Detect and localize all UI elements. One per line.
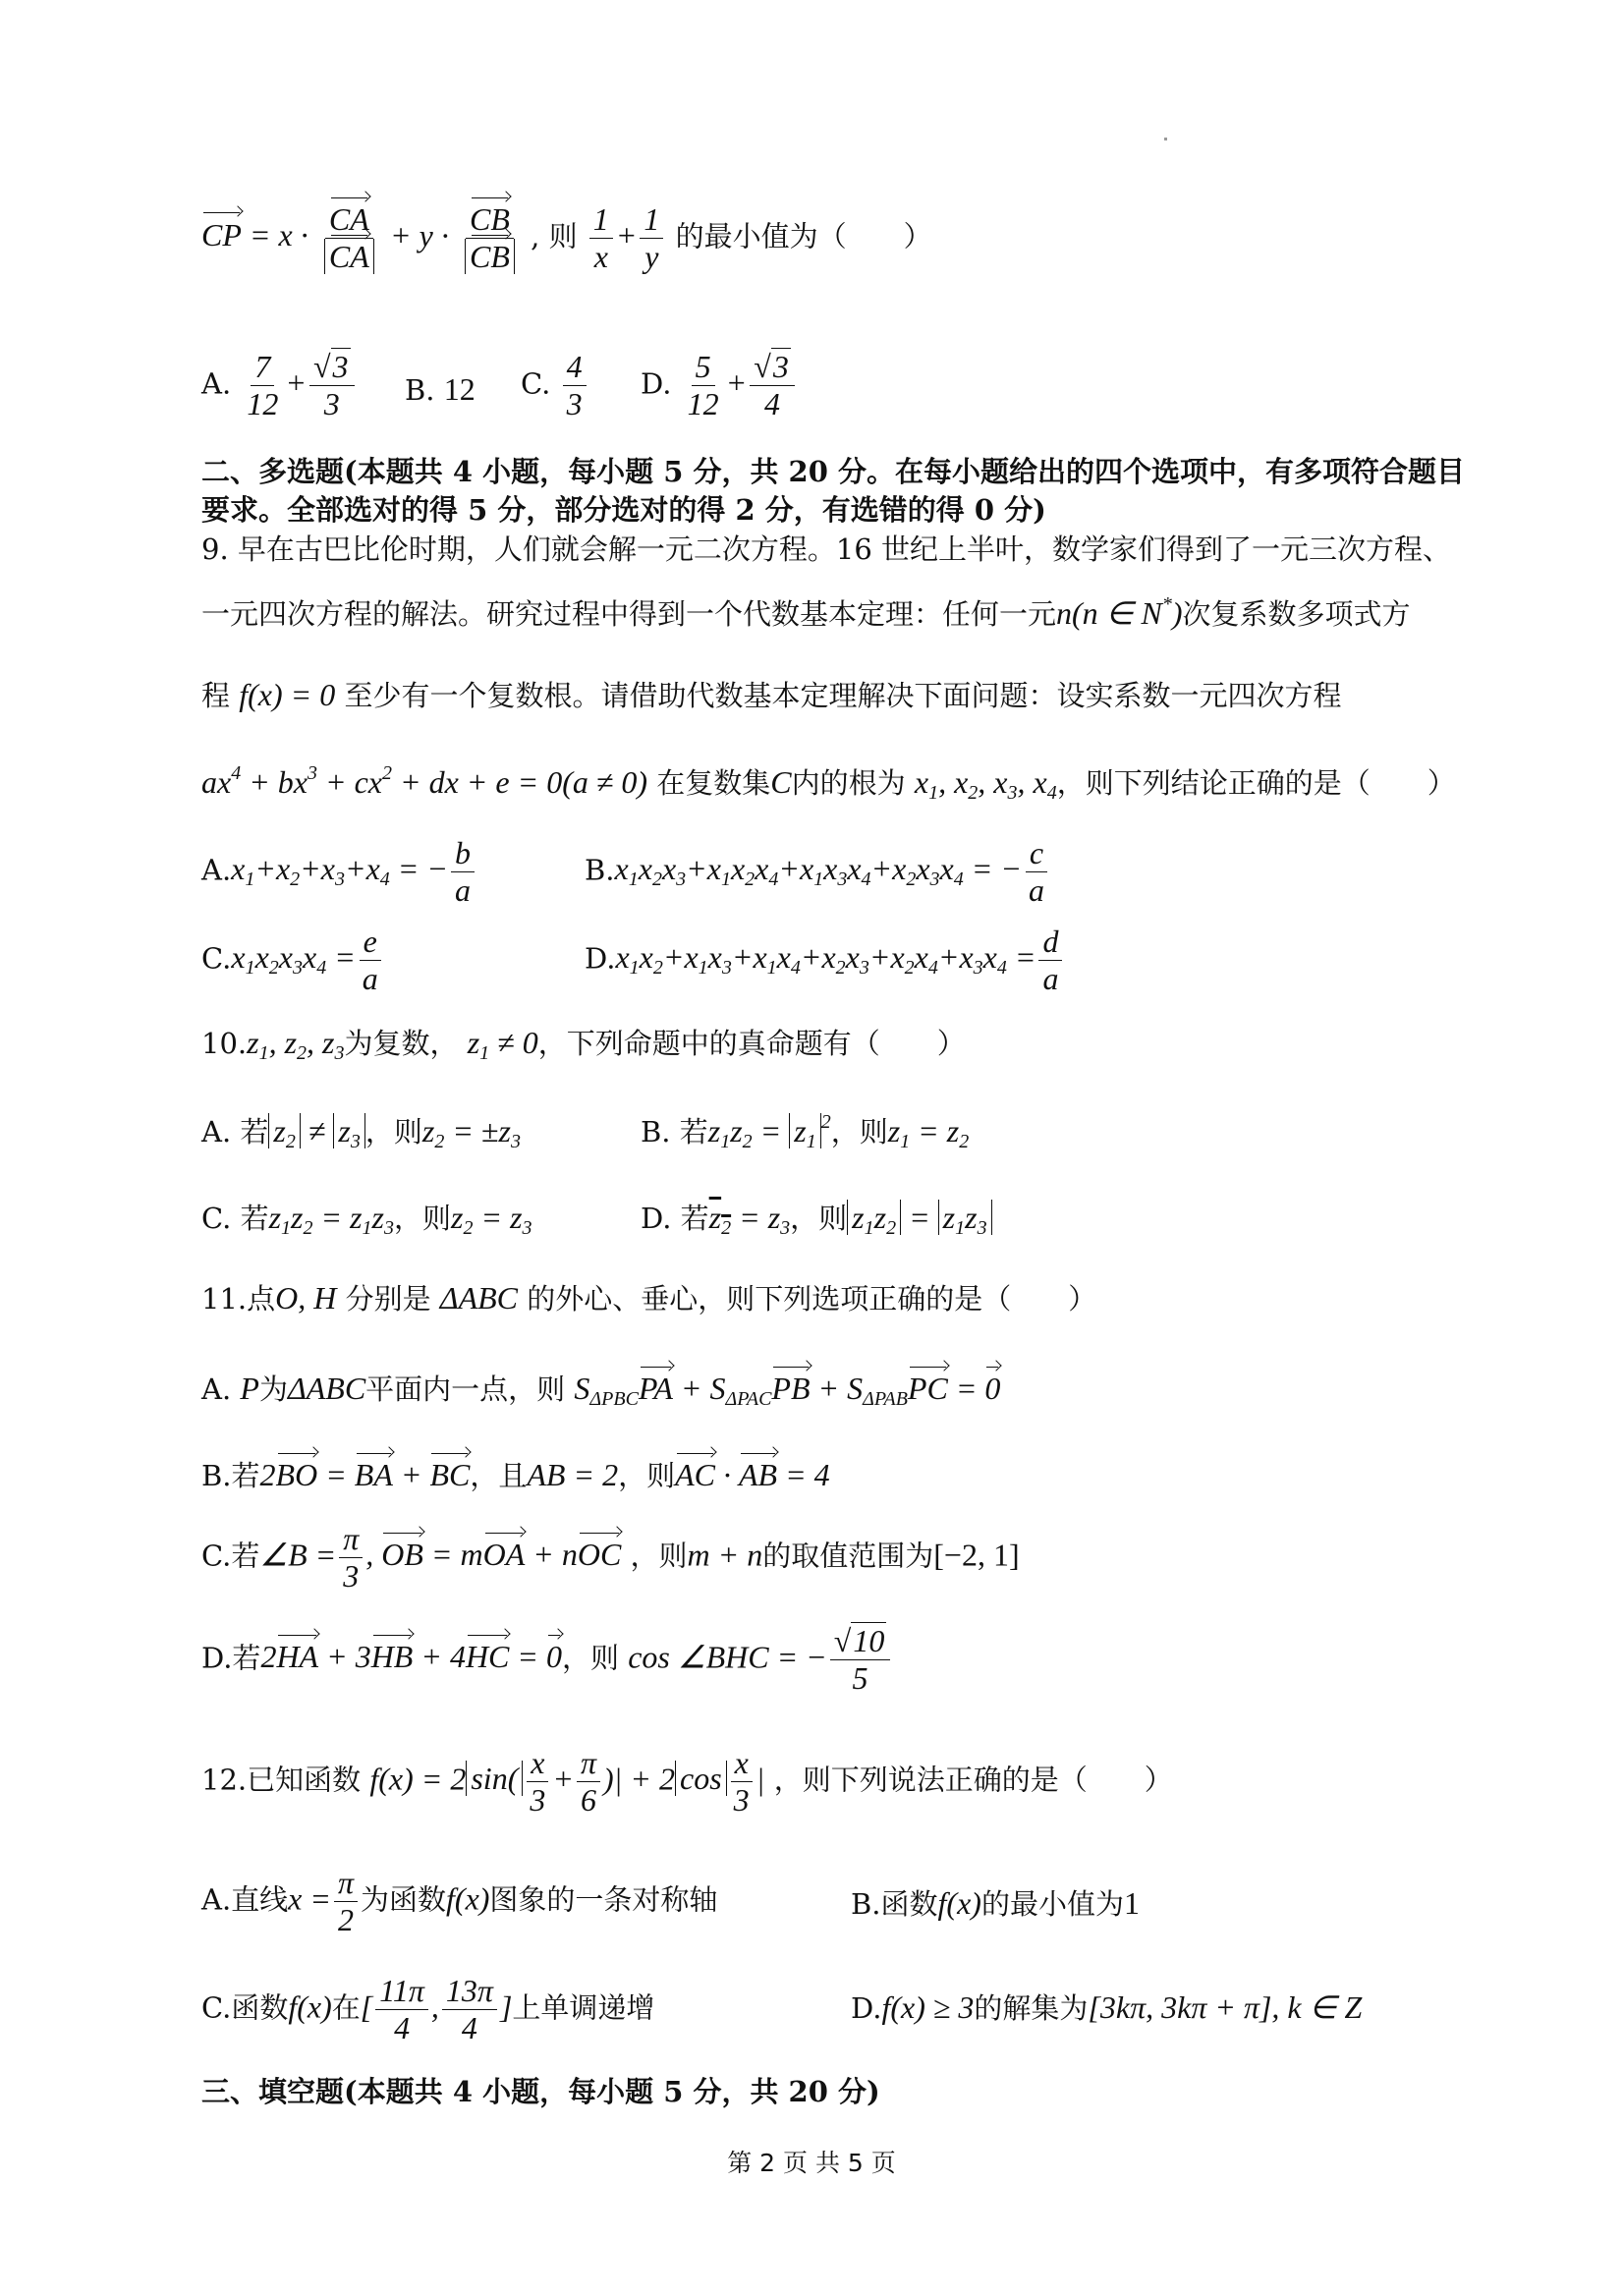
q12-option-d: D.f(x) ≥ 3的解集为[3kπ, 3kπ + π], k ∈ Z [851,1989,1363,2025]
q8-suffix: 的最小值为（ ） [675,219,932,253]
q10-option-d: D. 若$z_2 = z_3$，则 $z_1z_2 = z_1z_3$ [641,1197,992,1240]
q9-option-b: $B.x_1x_2x_3+x_1x_2x_4+x_1x_3x_4+x_2x_3x_4$ = − $\frac{c}{a}$ [585,835,1051,909]
q8-option-d: D. $\frac{5}{12}$ + $\frac{√3}{4}$ [641,349,798,422]
scan-dot [1164,138,1167,140]
q8-prefix: , 则 [531,219,578,253]
q12-option-c: C.函数f(x)在[ $\frac{11\pi}{4}$ , $\frac{13\pi}{4}$ ]上单调递增 [201,1973,655,2045]
page-footer: 第 2 页 共 5 页 [727,2149,896,2177]
q10-option-c: C. 若$z_1z_2 = z_1z_3$，则$z_2 = z_3$ [201,1200,532,1239]
q9-option-c: $C.x_1x_2x_3x_4$ = $\frac{e}{a}$ [201,924,385,997]
q11-option-c: C.若∠B = $\frac{\pi}{3}$ , OB = mOA + nOC ，则m + n的取值范围为[−2, 1] [201,1521,1020,1594]
q12-option-a: A.直线x = $\frac{\pi}{2}$ 为函数f(x)图象的一条对称轴 [201,1865,718,1937]
q9-line4: $ax^4 + bx^3 + cx^2$ + dx + e = 0(a ≠ 0) 在复数集C内的根为 $x_1$, $x_2$, $x_3$, $x_4$，则下列结论正确的是（ ） [201,762,1456,804]
q8-option-b: B. 12 [405,371,476,407]
section3-heading: 三、填空题(本题共 4 小题，每小题 5 分，共 20 分) [201,2075,880,2108]
q9-option-a: $A.x_1+x_2+x_3+x_4$ = − $\frac{b}{a}$ [201,835,477,909]
section2-heading-line2: 要求。全部选对的得 5 分，部分选对的得 2 分，有选错的得 0 分) [201,493,1046,527]
section2-heading-line1: 二、多选题(本题共 4 小题，每小题 5 分，共 20 分。在每小题给出的四个选项中，有多项符合题目 [201,455,1466,488]
q9-line3: 程 f(x) = 0 至少有一个复数根。请借助代数基本定理解决下面问题：设实系数一元四次方程 [201,677,1342,712]
q8-option-a: A. $\frac{7}{12}$ + $\frac{√3}{3}$ [201,349,358,422]
q10-option-b: B. 若$z_1z_2 = z_1^2$，则$z_1 = z_2$ [641,1111,970,1152]
q10-stem: $10.z_1$, $z_2$, $z_3$为复数， $z_1 \ne 0$，下列命题中的真命题有（ ） [201,1025,966,1064]
q8-stem: CP = x · $\frac{CA}{CA}$ + y · $\frac{CB}{CB}$ , 则 $\frac{1}{x}$ + $\frac{1}{y}$ 的最小值为（ ） [201,201,932,274]
q11-option-b: B.若2BO = BA + BC，且AB = 2，则AC · AB = 4 [201,1457,830,1492]
q11-option-a: A. P为ΔABC平面内一点，则 $S_{\Delta PBC}PA + S_{\Delta PAC}PB + S_{\Delta PAB}PC = 0$ [201,1371,1001,1410]
q9-option-d: $D.x_1x_2+x_1x_3+x_1x_4+x_2x_3+x_2x_4+x_3x_4$ = $\frac{d}{a}$ [585,924,1065,997]
q11-option-d: D.若2HA + 3HB + 4HC = 0，则 cos ∠BHC = − $\frac{√10}{5}$ [201,1623,893,1697]
q10-option-a: A. 若 $z_2 \ne z_3$ ，则$z_2 = \pm z_3$ [201,1113,521,1152]
q12-stem: 12.已知函数 f(x) = 2 sin( $\frac{x}{3}$ + $\frac{\pi}{6}$ )| + 2 cos $\frac{x}{3}$ | ，则下列说法正确的是（ ） [201,1745,1173,1818]
q8-option-c: C. $\frac{4}{3}$ [521,349,589,422]
q9-line1: 9. 早在古巴比伦时期，人们就会解一元二次方程。16 世纪上半叶，数学家们得到了一元三次方程、 [201,532,1452,566]
q9-line2: 一元四次方程的解法。研究过程中得到一个代数基本定理：任何一元n(n ∈ N*)次复系数多项式方 [201,593,1411,631]
q12-option-b: B.函数f(x)的最小值为1 [851,1885,1140,1921]
q11-stem: 11.点O, H 分别是 ΔABC 的外心、垂心，则下列选项正确的是（ ） [201,1280,1097,1316]
